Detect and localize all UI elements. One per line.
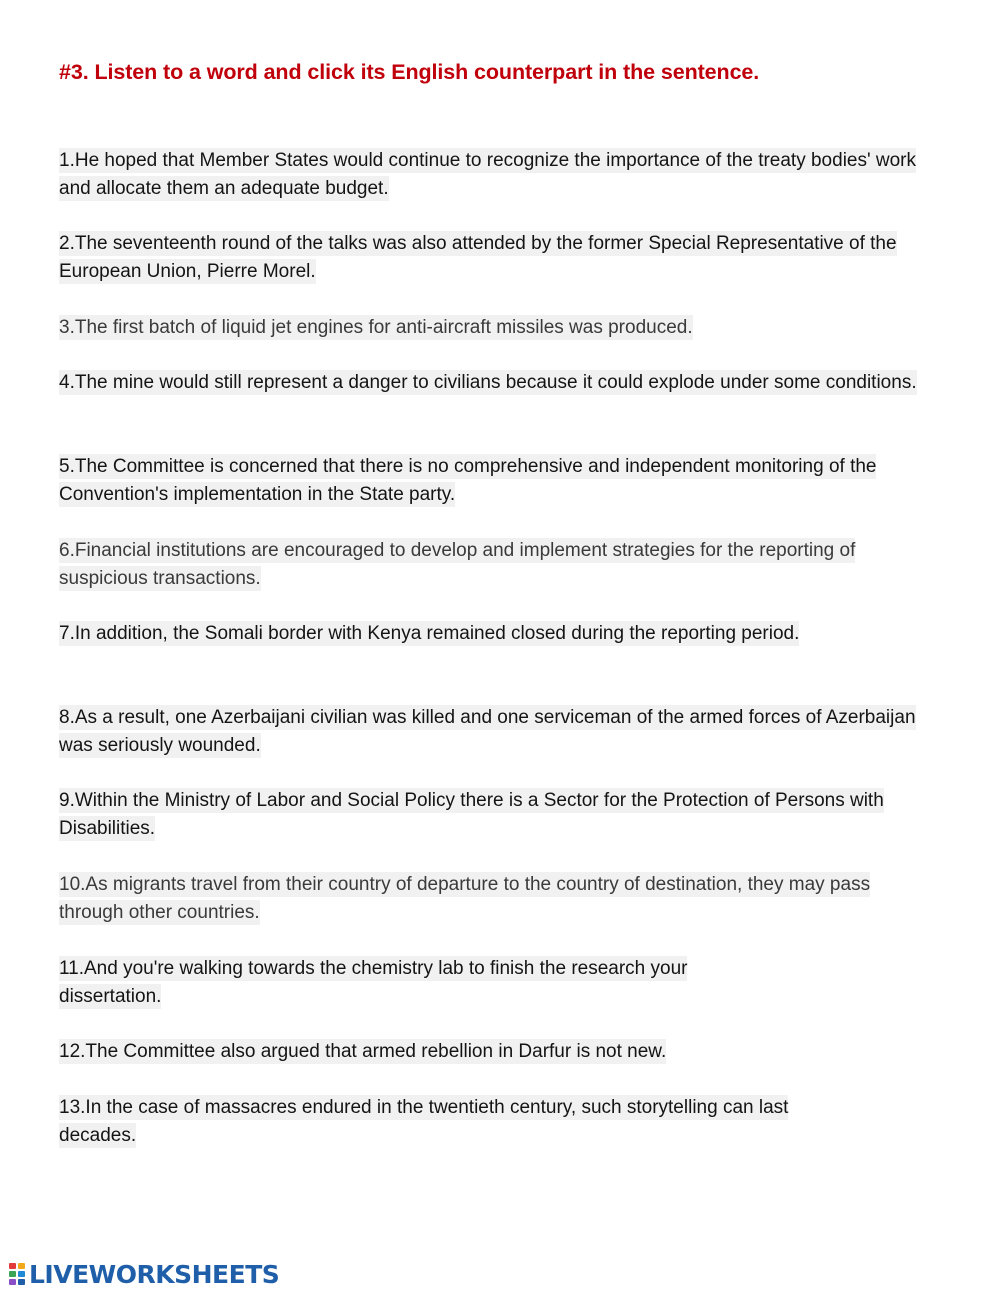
liveworksheets-logo	[8, 1259, 279, 1289]
logo-tile	[18, 1263, 25, 1269]
sentence-text[interactable]: 5.The Committee is concerned that there is no comprehensive and independent monitoring of the Convention's implementation in the State party.	[59, 456, 877, 505]
sentence-11[interactable]	[59, 955, 779, 1011]
logo-tile	[9, 1271, 16, 1277]
sentence-8[interactable]	[59, 704, 939, 760]
sentence-text[interactable]: 3.The first batch of liquid jet engines for anti-aircraft missiles was produced.	[59, 317, 693, 338]
sentence-10[interactable]	[59, 871, 939, 927]
sentence-text[interactable]: 4.The mine would still represent a danger to civilians because it could explode under some conditions.	[59, 372, 917, 393]
logo-tile	[18, 1271, 25, 1277]
sentence-5[interactable]	[59, 453, 939, 509]
logo-tile	[9, 1279, 16, 1285]
sentence-6[interactable]	[59, 537, 939, 593]
exercise-heading: #3. Listen to a word and click its English counterpart in the sentence.	[59, 60, 760, 84]
sentence-text[interactable]: 9.Within the Ministry of Labor and Social Policy there is a Sector for the Protection of Persons with Disabilities.	[59, 790, 884, 839]
sentence-3[interactable]	[59, 314, 939, 342]
sentence-text[interactable]: 2.The seventeenth round of the talks was also attended by the former Special Representative of the European Union, Pierre Morel.	[59, 233, 897, 282]
sentence-1[interactable]	[59, 147, 939, 203]
sentence-12[interactable]	[59, 1038, 939, 1066]
sentence-13[interactable]	[59, 1094, 849, 1150]
sentence-text[interactable]: 10.As migrants travel from their country of departure to the country of destination, they may pass through other countries.	[59, 874, 871, 923]
sentence-text[interactable]: 11.And you're walking towards the chemistry lab to finish the research your dissertation.	[59, 958, 688, 1007]
sentence-text[interactable]: 6.Financial institutions are encouraged to develop and implement strategies for the reporting of suspicious transactions.	[59, 540, 856, 589]
logo-tile	[18, 1279, 25, 1285]
sentence-text[interactable]: 13.In the case of massacres endured in the twentieth century, such storytelling can last decades.	[59, 1097, 789, 1146]
sentence-2[interactable]	[59, 230, 939, 286]
logo-tile	[9, 1263, 16, 1269]
sentence-text[interactable]: 8.As a result, one Azerbaijani civilian was killed and one serviceman of the armed forces of Azerbaijan was seriously wounded.	[59, 707, 916, 756]
sentence-text[interactable]: 1.He hoped that Member States would continue to recognize the importance of the treaty bodies' work and allocate them an adequate budget.	[59, 150, 917, 199]
liveworksheets-logo-icon	[8, 1262, 26, 1286]
sentence-9[interactable]	[59, 787, 939, 843]
sentence-text[interactable]: 12.The Committee also argued that armed rebellion in Darfur is not new.	[59, 1041, 667, 1062]
sentence-7[interactable]	[59, 620, 829, 648]
sentence-4[interactable]	[59, 369, 939, 397]
sentence-text[interactable]: 7.In addition, the Somali border with Kenya remained closed during the reporting period.	[59, 623, 800, 644]
brand-name: LIVEWORKSHEETS	[29, 1259, 280, 1289]
